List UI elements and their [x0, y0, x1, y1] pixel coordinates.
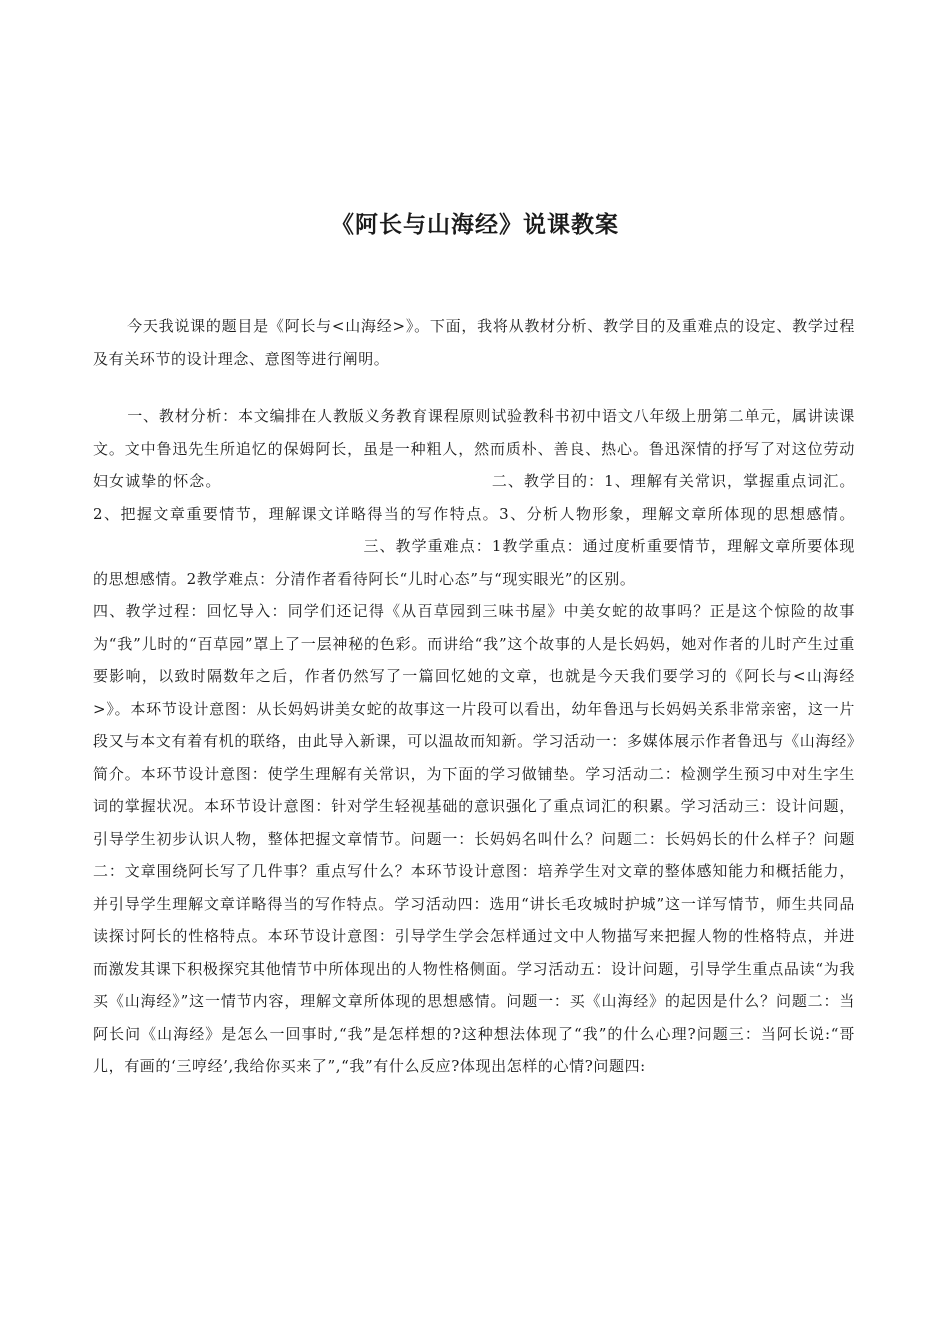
document-title: 《阿长与山海经》说课教案 — [331, 211, 619, 238]
section-teaching-objectives: 二、教学目的：1、理解有关常识，掌握重点词汇。2、把握文章重要情节，理解课文详略得当的写作特点。3、分析人物形象，理解文章所体现的思想感情。 — [93, 472, 855, 523]
main-paragraph — [93, 400, 855, 1083]
section-teaching-material-analysis: 一、教材分析：本文编排在人教版义务教育课程原则试验教科书初中语文八年级上册第二单元，属讲读课文。文中鲁迅先生所追忆的保姆阿长，虽是一种粗人，然而质朴、善良、热心。鲁迅深情的抒写了对这位劳动妇女诚挚的怀念。 — [93, 407, 855, 490]
intro-text: 今天我说课的题目是《阿长与<山海经>》。下面，我将从教材分析、教学目的及重难点的设定、教学过程及有关环节的设计理念、意图等进行阐明。 — [93, 317, 855, 368]
section-teaching-process: 四、教学过程：回忆导入：同学们还记得《从百草园到三味书屋》中美女蛇的故事吗？正是这个惊险的故事为“我”儿时的“百草园”罩上了一层神秘的色彩。而讲给“我”这个故事的人是长妈妈，她对作者的儿时产生过重要影响，以致时隔数年之后，作者仍然写了一篇回忆她的文章，也就是今天我们要学习的《阿长与<山海经>》。本环节设计意图：从长妈妈讲美女蛇的故事这一片段可以看出，幼年鲁迅与长妈妈关系非常亲密，这一片段又与本文有着有机的联络，由此导入新课，可以温故而知新。学习活动一：多媒体展示作者鲁迅与《山海经》简介。本环节设计意图：使学生理解有关常识，为下面的学习做铺垫。学习活动二：检测学生预习中对生字生词的掌握状况。本环节设计意图：针对学生轻视基础的意识强化了重点词汇的积累。学习活动三：设计问题，引导学生初步认识人物，整体把握文章情节。问题一：长妈妈名叫什么？问题二：长妈妈长的什么样子？问题二：文章围绕阿长写了几件事？重点写什么？本环节设计意图：培养学生对文章的整体感知能力和概括能力，并引导学生理解文章详略得当的写作特点。学习活动四：选用“讲长毛攻城时护城”这一详写情节，师生共同品读探讨阿长的性格特点。本环节设计意图：引导学生学会怎样通过文中人物描写来把握人物的性格特点，并进而激发其课下积极探究其他情节中所体现出的人物性格侧面。学习活动五：设计问题，引导学生重点品读“为我买《山海经》”这一情节内容，理解文章所体现的思想感情。问题一：买《山海经》的起因是什么？问题二：当阿长问《山海经》是怎么一回事时,“我”是怎样想的?这种想法体现了“我”的什么心理?问题三：当阿长说:“哥儿，有画的‘三哼经’,我给你买来了”,“我”有什么反应?体现出怎样的心情?问题四: — [93, 602, 855, 1075]
section-key-points: 三、教学重难点：1教学重点：通过度析重要情节，理解文章所要体现的思想感情。2教学难点：分清作者看待阿长“儿时心态”与“现实眼光”的区别。 — [93, 537, 855, 588]
intro-paragraph — [93, 310, 855, 375]
